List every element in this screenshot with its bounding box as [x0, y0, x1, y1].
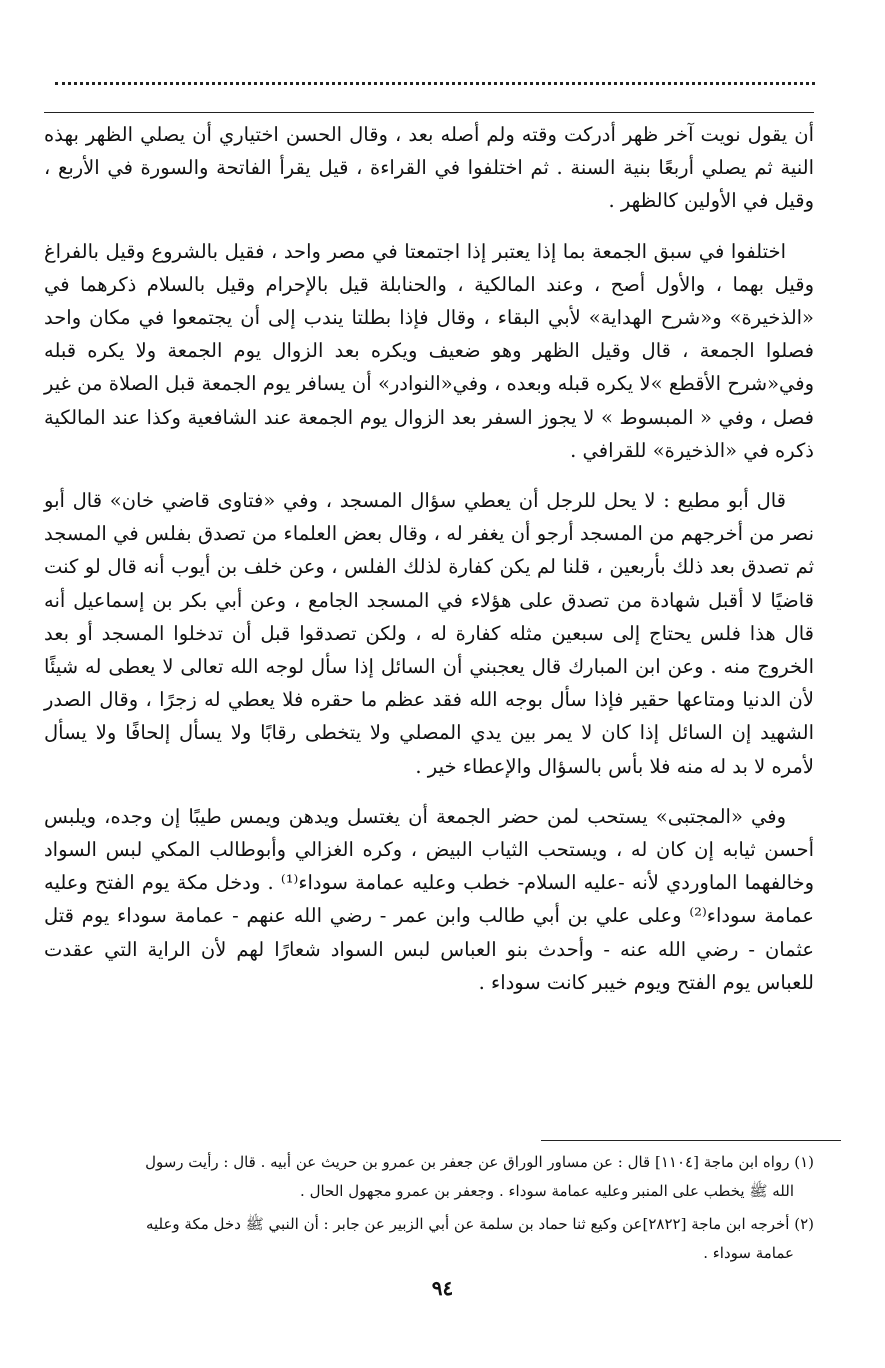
paragraph-2: اختلفوا في سبق الجمعة بما إذا يعتبر إذا اجتمعتا في مصر واحد ، فقيل بالشروع وقيل بالفراغ وقيل بهما ، والأول أصح ، وعند المالكية ، والحنابلة قيل بالإحرام وقيل بالسلام ذكرهما في «الذخيرة» و«شرح الهداية» لأبي البقاء ، وقال فإذا بطلتا يندب إلى أن يجتمعوا في مكان واحد فصلوا الجمعة ، قال وقيل الظهر وهو ضعيف ويكره بعد الزوال يوم الجمعة ولا يكره قبله وفي«شرح الأقطع »لا يكره قبله وبعده ، وفي«النوادر» أن يسافر يوم الجمعة قبل الصلاة من غير فصل ، وفي « المبسوط » لا يجوز السفر بعد الزوال يوم الجمعة عند الشافعية وكذا عند المالكية ذكره في «الذخيرة» للقرافي . [44, 239, 814, 462]
footnote-1 [44, 1148, 814, 1206]
page-number: ٩٤ [431, 1276, 454, 1300]
header-dotted-line [55, 62, 815, 85]
footnote-separator [541, 1140, 841, 1141]
footnote-1-continuation: الله ﷺ يخطب على المنبر وعليه عمامة سوداء . وجعفر بن عمرو مجهول الحال . [300, 1182, 794, 1200]
footnote-1-text: (١) رواه ابن ماجة [١١٠٤] قال : عن مساور الوراق عن جعفر بن عمرو بن حريث عن أبيه . قال : رأيت رسول [145, 1153, 814, 1171]
footnote-2-continuation: عمامة سوداء . [703, 1244, 794, 1262]
main-text [44, 118, 814, 1016]
header-rule [44, 112, 814, 113]
paragraph-4: وفي «المجتبى» يستحب لمن حضر الجمعة أن يغتسل ويدهن ويمس طيبًا إن وجده، ويلبس أحسن ثيابه إن كان له ، ويستحب الثياب البيض ، وكره الغزالي وأبوطالب المكي لبس السواد وخالفهما الماوردي لأنه -عليه السلام- خطب وعليه عمامة سوداء⁽¹⁾ . ودخل مكة يوم الفتح وعليه عمامة سوداء⁽²⁾ وعلى علي بن أبي طالب وابن عمر - رضي الله عنهم - عمامة سوداء يوم قتل عثمان - رضي الله عنه - وأحدث بنو العباس لبس السواد شعارًا لهم لأن الراية التي عقدت للعباس يوم الفتح ويوم خيبر كانت سوداء . [44, 804, 814, 994]
paragraph-1: أن يقول نويت آخر ظهر أدركت وقته ولم أصله بعد ، وقال الحسن اختياري أن يصلي الظهر بهذه النية ثم يصلي أربعًا بنية السنة . ثم اختلفوا في القراءة ، قيل يقرأ الفاتحة والسورة في الأربع ، وقيل في الأولين كالظهر . [44, 123, 814, 213]
footnote-2-text: (٢) أخرجه ابن ماجة [٢٨٢٢]عن وكيع ثنا حماد بن سلمة عن أبي الزبير عن جابر : أن النبي ﷺ دخل مكة وعليه [145, 1215, 814, 1233]
paragraph-3: قال أبو مطيع : لا يحل للرجل أن يعطي سؤال المسجد ، وفي «فتاوى قاضي خان» قال أبو نصر من أخرجهم من المسجد أرجو أن يغفر له ، وقال بعض العلماء من تصدق بفلس في المسجد ثم تصدق بعد ذلك بأربعين ، قلنا لم يكن كفارة لذلك الفلس ، وعن خلف بن أيوب أنه قال لو كنت قاضيًا لا أقبل شهادة من تصدق على هؤلاء في المسجد الجامع ، وعن أبي بكر بن إسماعيل أنه قال هذا فلس يحتاج إلى سبعين مثله كفارة له ، ولكن تصدقوا قبل أن تدخلوا المسجد أو بعد الخروج منه . وعن ابن المبارك قال يعجبني أن السائل إذا سأل لوجه الله تعالى لا يعطى له شيئًا لأن الدنيا ومتاعها حقير فإذا سأل بوجه الله فقد عظم ما حقره فلا يعطي له زجرًا ، وقال الصدر الشهيد إن السائل إذا كان لا يمر بين يدي المصلي ولا يتخطى رقابًا ولا يسأل إلحافًا ولا يسأل لأمره لا بد له منه فلا بأس بالسؤال والإعطاء خير . [44, 489, 814, 778]
footnote-2 [44, 1210, 814, 1268]
footnotes [44, 1148, 814, 1272]
